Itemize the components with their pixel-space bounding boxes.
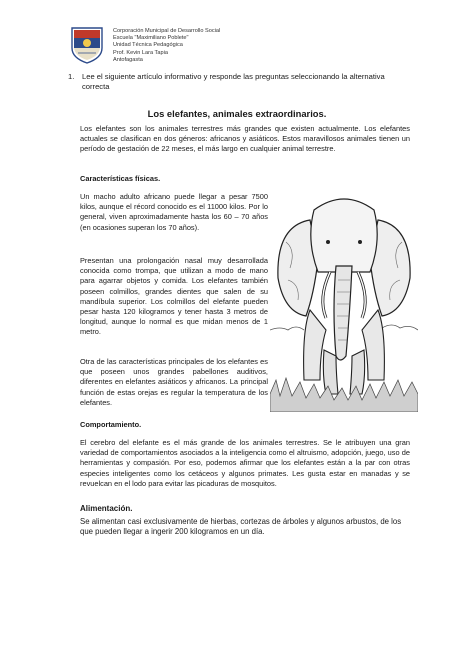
elephant-illustration [270, 180, 418, 412]
physical-paragraph-2: Presentan una prolongación nasal muy desarrollada conocida como trompa, que utilizan a modo de mano para agarrar objetos y comida. Los elefantes también poseen colmillos, grandes dientes que salen de su mandíbula superior. Los colmillos del elefante pueden pesar hasta 120 kilogramos y tener hasta 3 metros de longitud, aunque lo normal es que midan menos de 1 metro. [80, 256, 268, 337]
physical-heading: Características físicas. [80, 174, 161, 183]
food-heading: Alimentación. [80, 504, 133, 513]
school-crest-logo [70, 26, 104, 64]
intro-paragraph: Los elefantes son los animales terrestres más grandes que existen actualmente. Los elefantes actuales se clasifican en dos géneros: africanos y asiáticos. Estos maravillosos animales tienen un período de gestación de 22 meses, el más largo en cualquier animal terrestre. [80, 124, 410, 154]
school-info [113, 28, 220, 64]
school-line: Prof. Kevin Lara Tapia [113, 49, 168, 56]
article-title: Los elefantes, animales extraordinarios. [147, 108, 327, 119]
school-line: Antofagasta [113, 56, 143, 63]
behavior-paragraph: El cerebro del elefante es el más grande de los animales terrestres. Se le atribuyen una gran variedad de comportamientos asociados a la inteligencia como el altruismo, adopción, juego, uso de herramientas y compasión. Por eso, podemos afirmar que los elefantes están a la par con otras especies inteligentes como los cetáceos y algunos primates. Les gusta estar en manadas y se revuelcan en el lodo para evitar las picaduras de mosquitos. [80, 438, 410, 488]
behavior-heading: Comportamiento. [80, 420, 142, 429]
instruction-text: Lee el siguiente artículo informativo y responde las preguntas seleccionando la alternativa correcta [82, 72, 385, 91]
school-line: Unidad Técnica Pedagógica [113, 42, 183, 49]
instruction [68, 72, 408, 92]
instruction-number: 1. [68, 72, 75, 81]
school-line: Escuela "Maximiliano Poblete" [113, 35, 189, 42]
physical-paragraph-3: Otra de las características principales de los elefantes es que poseen unos grandes pabellones auditivos, diferentes en elefantes asiáticos y africanos. La principal función de estas orejas es regular la temperatura de los elefantes. [80, 357, 268, 407]
school-line: Corporación Municipal de Desarrollo Social [113, 28, 221, 34]
physical-paragraph-1: Un macho adulto africano puede llegar a pesar 7500 kilos, aunque el récord conocido es el 11000 kilos. Por lo general, viven aproximadamente hasta los 60 – 70 años (en ocasiones superan los 70 años). [80, 192, 268, 232]
food-paragraph: Se alimentan casi exclusivamente de hierbas, cortezas de árboles y algunos arbustos, de los que pueden llegar a ingerir 200 kilogramos en un día. [80, 517, 402, 537]
